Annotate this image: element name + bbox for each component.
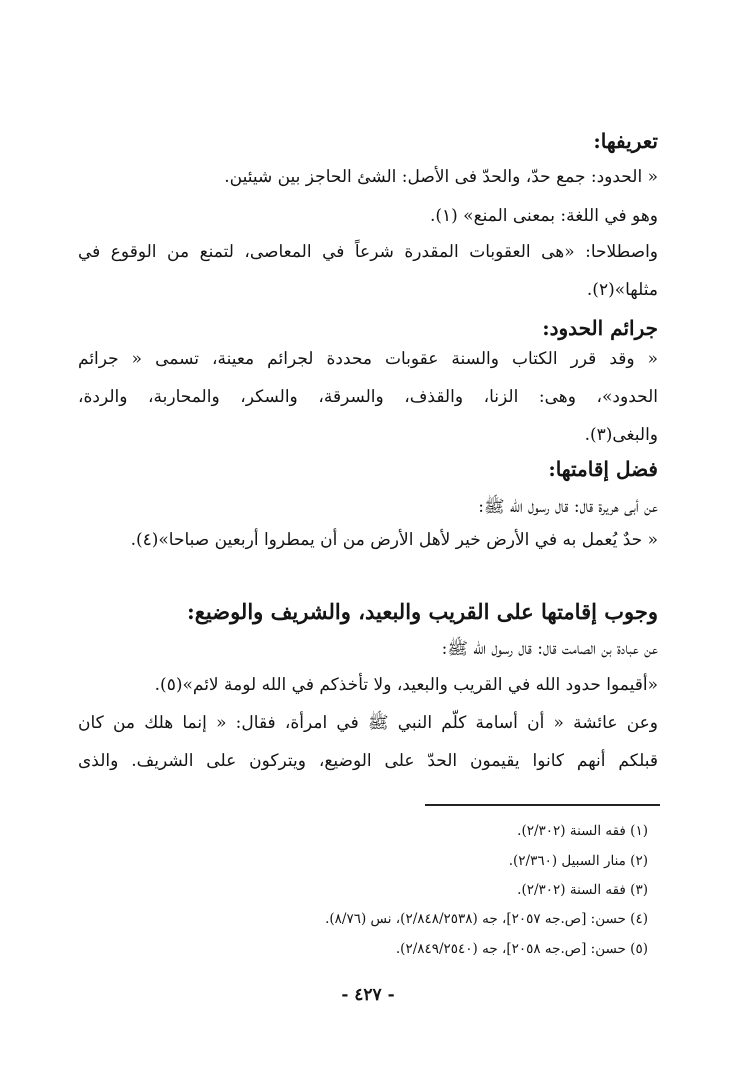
- crimes-line-1: « وقد قرر الكتاب والسنة عقوبات محددة لجرائم معينة، تسمى « جرائم: [78, 349, 658, 369]
- definition-line-3: واصطلاحا: «هى العقوبات المقدرة شرعاً في المعاصى، لتمنع من الوقوع في: [78, 242, 658, 262]
- footnote-4: (٤) حسن: [ص.جه ٢٠٥٧]، جه (٢/٨٤٨/٢٥٣٨)، نس (٨/٧٦).: [325, 911, 648, 927]
- heading-virtue: فضل إقامتها:: [548, 457, 658, 481]
- obligation-line-1: عن عبادة بن الصامت قال: قال رسول الله ﷺ:: [441, 639, 658, 659]
- virtue-line-2: « حدٌ يُعمل به في الأرض خير لأهل الأرض من أن يمطروا أربعين صباحا»(٤).: [130, 530, 658, 550]
- heading-definition: تعريفها:: [593, 129, 658, 153]
- definition-line-1: « الحدود: جمع حدّ، والحدّ فى الأصل: الشئ الحاجز بين شيئين.: [224, 167, 658, 187]
- footnote-2: (٢) منار السبيل (٢/٣٦٠).: [508, 853, 648, 869]
- page-number: - ٤٢٧ -: [341, 985, 395, 1005]
- heading-crimes: جرائم الحدود:: [542, 316, 658, 340]
- footnote-1: (١) فقه السنة (٢/٣٠٢).: [517, 823, 648, 839]
- footnote-divider: [425, 804, 660, 806]
- obligation-line-3: وعن عائشة « أن أسامة كلّم النبي ﷺ في امرأة، فقال: « إنما هلك من كان: [78, 713, 658, 733]
- definition-line-4: مثلها»(٢).: [586, 280, 658, 300]
- footnote-3: (٣) فقه السنة (٢/٣٠٢).: [517, 882, 648, 898]
- obligation-line-4: قبلكم أنهم كانوا يقيمون الحدّ على الوضيع، ويتركون على الشريف. والذى: [78, 751, 658, 771]
- definition-line-2: وهو في اللغة: بمعنى المنع» (١).: [429, 206, 658, 226]
- virtue-line-1: عن أبى هريرة قال: قال رسول الله ﷺ:: [478, 497, 658, 517]
- crimes-line-2: الحدود»، وهى: الزنا، والقذف، والسرقة، والسكر، والمحاربة، والردة،: [78, 387, 658, 407]
- heading-obligation: وجوب إقامتها على القريب والبعيد، والشريف والوضيع:: [186, 599, 658, 624]
- obligation-line-2: «أقيموا حدود الله في القريب والبعيد، ولا تأخذكم في الله لومة لائم»(٥).: [154, 675, 658, 695]
- crimes-line-3: والبغى(٣).: [584, 425, 658, 445]
- footnote-5: (٥) حسن: [ص.جه ٢٠٥٨]، جه (٢/٨٤٩/٢٥٤٠).: [395, 941, 648, 957]
